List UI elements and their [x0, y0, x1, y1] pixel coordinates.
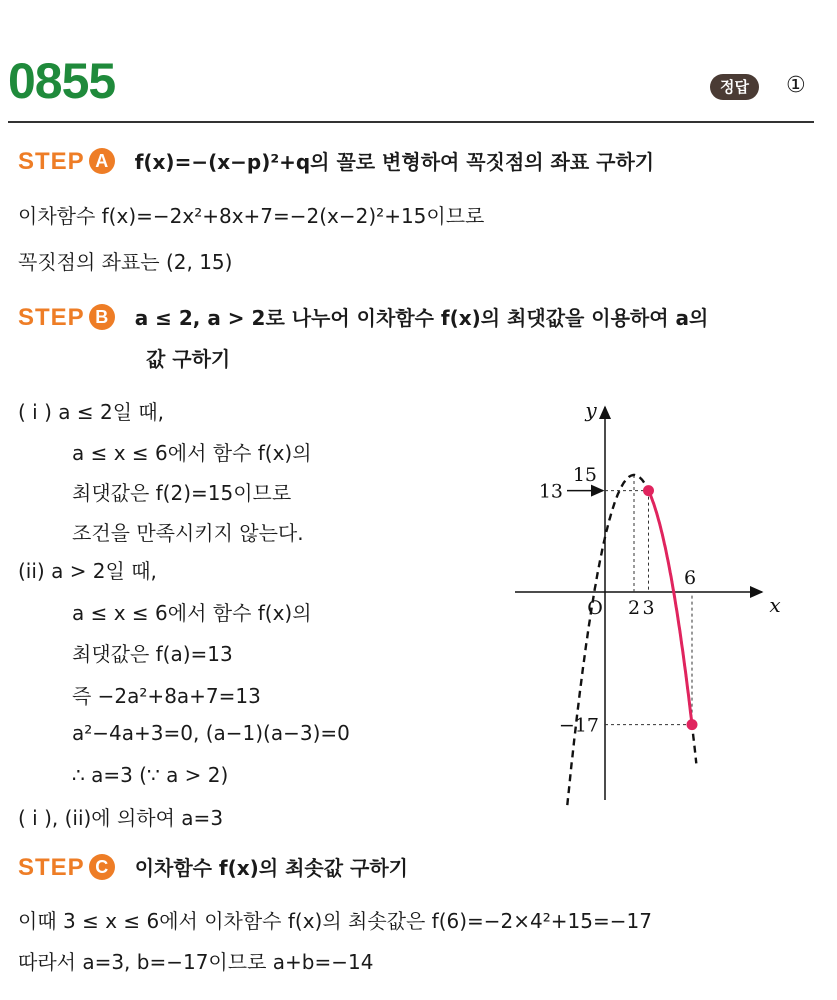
- step-b-title-line2: 값 구하기: [146, 347, 231, 371]
- step-c-line-1: 이때 3 ≤ x ≤ 6에서 이차함수 f(x)의 최솟값은 f(6)=−2×4²+15=−17: [18, 909, 652, 933]
- y-tick-label: 13: [538, 480, 563, 503]
- answer-badge: 정답: [710, 74, 759, 100]
- step-a-title: f(x)=−(x−p)²+q의 꼴로 변형하여 꼭짓점의 좌표 구하기: [134, 150, 655, 174]
- case-2-line-1: a ≤ x ≤ 6에서 함수 f(x)의: [72, 601, 312, 625]
- step-b-word: STEP: [18, 304, 85, 331]
- parabola-graph: [500, 395, 810, 815]
- step-a-word: STEP: [18, 148, 85, 175]
- x-tick-label: 3: [642, 597, 655, 619]
- case-1-line-2: 최댓값은 f(2)=15이므로: [72, 481, 292, 505]
- step-a-line-1: 이차함수 f(x)=−2x²+8x+7=−2(x−2)²+15이므로: [18, 204, 485, 228]
- step-b-letter: B: [89, 304, 115, 330]
- y-tick-label: −17: [558, 714, 599, 737]
- parabola-highlighted-segment: [649, 491, 693, 725]
- step-c-letter: C: [89, 854, 115, 880]
- problem-number: 0855: [8, 53, 116, 109]
- step-c-line-2: 따라서 a=3, b=−17이므로 a+b=−14: [18, 950, 374, 974]
- case-2-heading: (ii) a > 2일 때,: [18, 559, 157, 583]
- marked-point: [643, 485, 654, 496]
- case-1-line-1: a ≤ x ≤ 6에서 함수 f(x)의: [72, 441, 312, 465]
- step-a-line-2: 꼭짓점의 좌표는 (2, 15): [18, 250, 233, 274]
- header-divider: [8, 121, 814, 123]
- x-axis-label: x: [769, 593, 781, 617]
- step-c-title: 이차함수 f(x)의 최솟값 구하기: [134, 856, 408, 880]
- case-1-line-3: 조건을 만족시키지 않는다.: [72, 521, 304, 545]
- case-2-line-3: 즉 −2a²+8a+7=13: [72, 684, 261, 708]
- y-tick-label: 15: [572, 464, 597, 486]
- case-2-line-4: a²−4a+3=0, (a−1)(a−3)=0: [72, 721, 350, 745]
- step-b-conclusion: ( i ), (ii)에 의하여 a=3: [18, 806, 224, 830]
- step-b-title-line1: a ≤ 2, a > 2로 나누어 이차함수 f(x)의 최댓값을 이용하여 a의: [134, 306, 709, 330]
- step-c-header: [18, 852, 408, 882]
- answer-value: ①: [786, 73, 806, 98]
- marked-point: [687, 719, 698, 730]
- step-a-header: [18, 146, 654, 176]
- step-b-header: [18, 302, 708, 332]
- case-1-heading: ( i ) a ≤ 2일 때,: [18, 400, 165, 424]
- step-a-letter: A: [89, 148, 115, 174]
- x-tick-label: 2: [627, 597, 641, 619]
- parabola-dashed-curve: [567, 475, 696, 805]
- x-tick-label: 6: [683, 567, 697, 589]
- case-2-line-5: ∴ a=3 (∵ a > 2): [72, 763, 229, 787]
- case-2-line-2: 최댓값은 f(a)=13: [72, 642, 233, 666]
- origin-label: O: [587, 597, 603, 619]
- step-c-word: STEP: [18, 854, 85, 881]
- y-axis-label: y: [585, 398, 597, 422]
